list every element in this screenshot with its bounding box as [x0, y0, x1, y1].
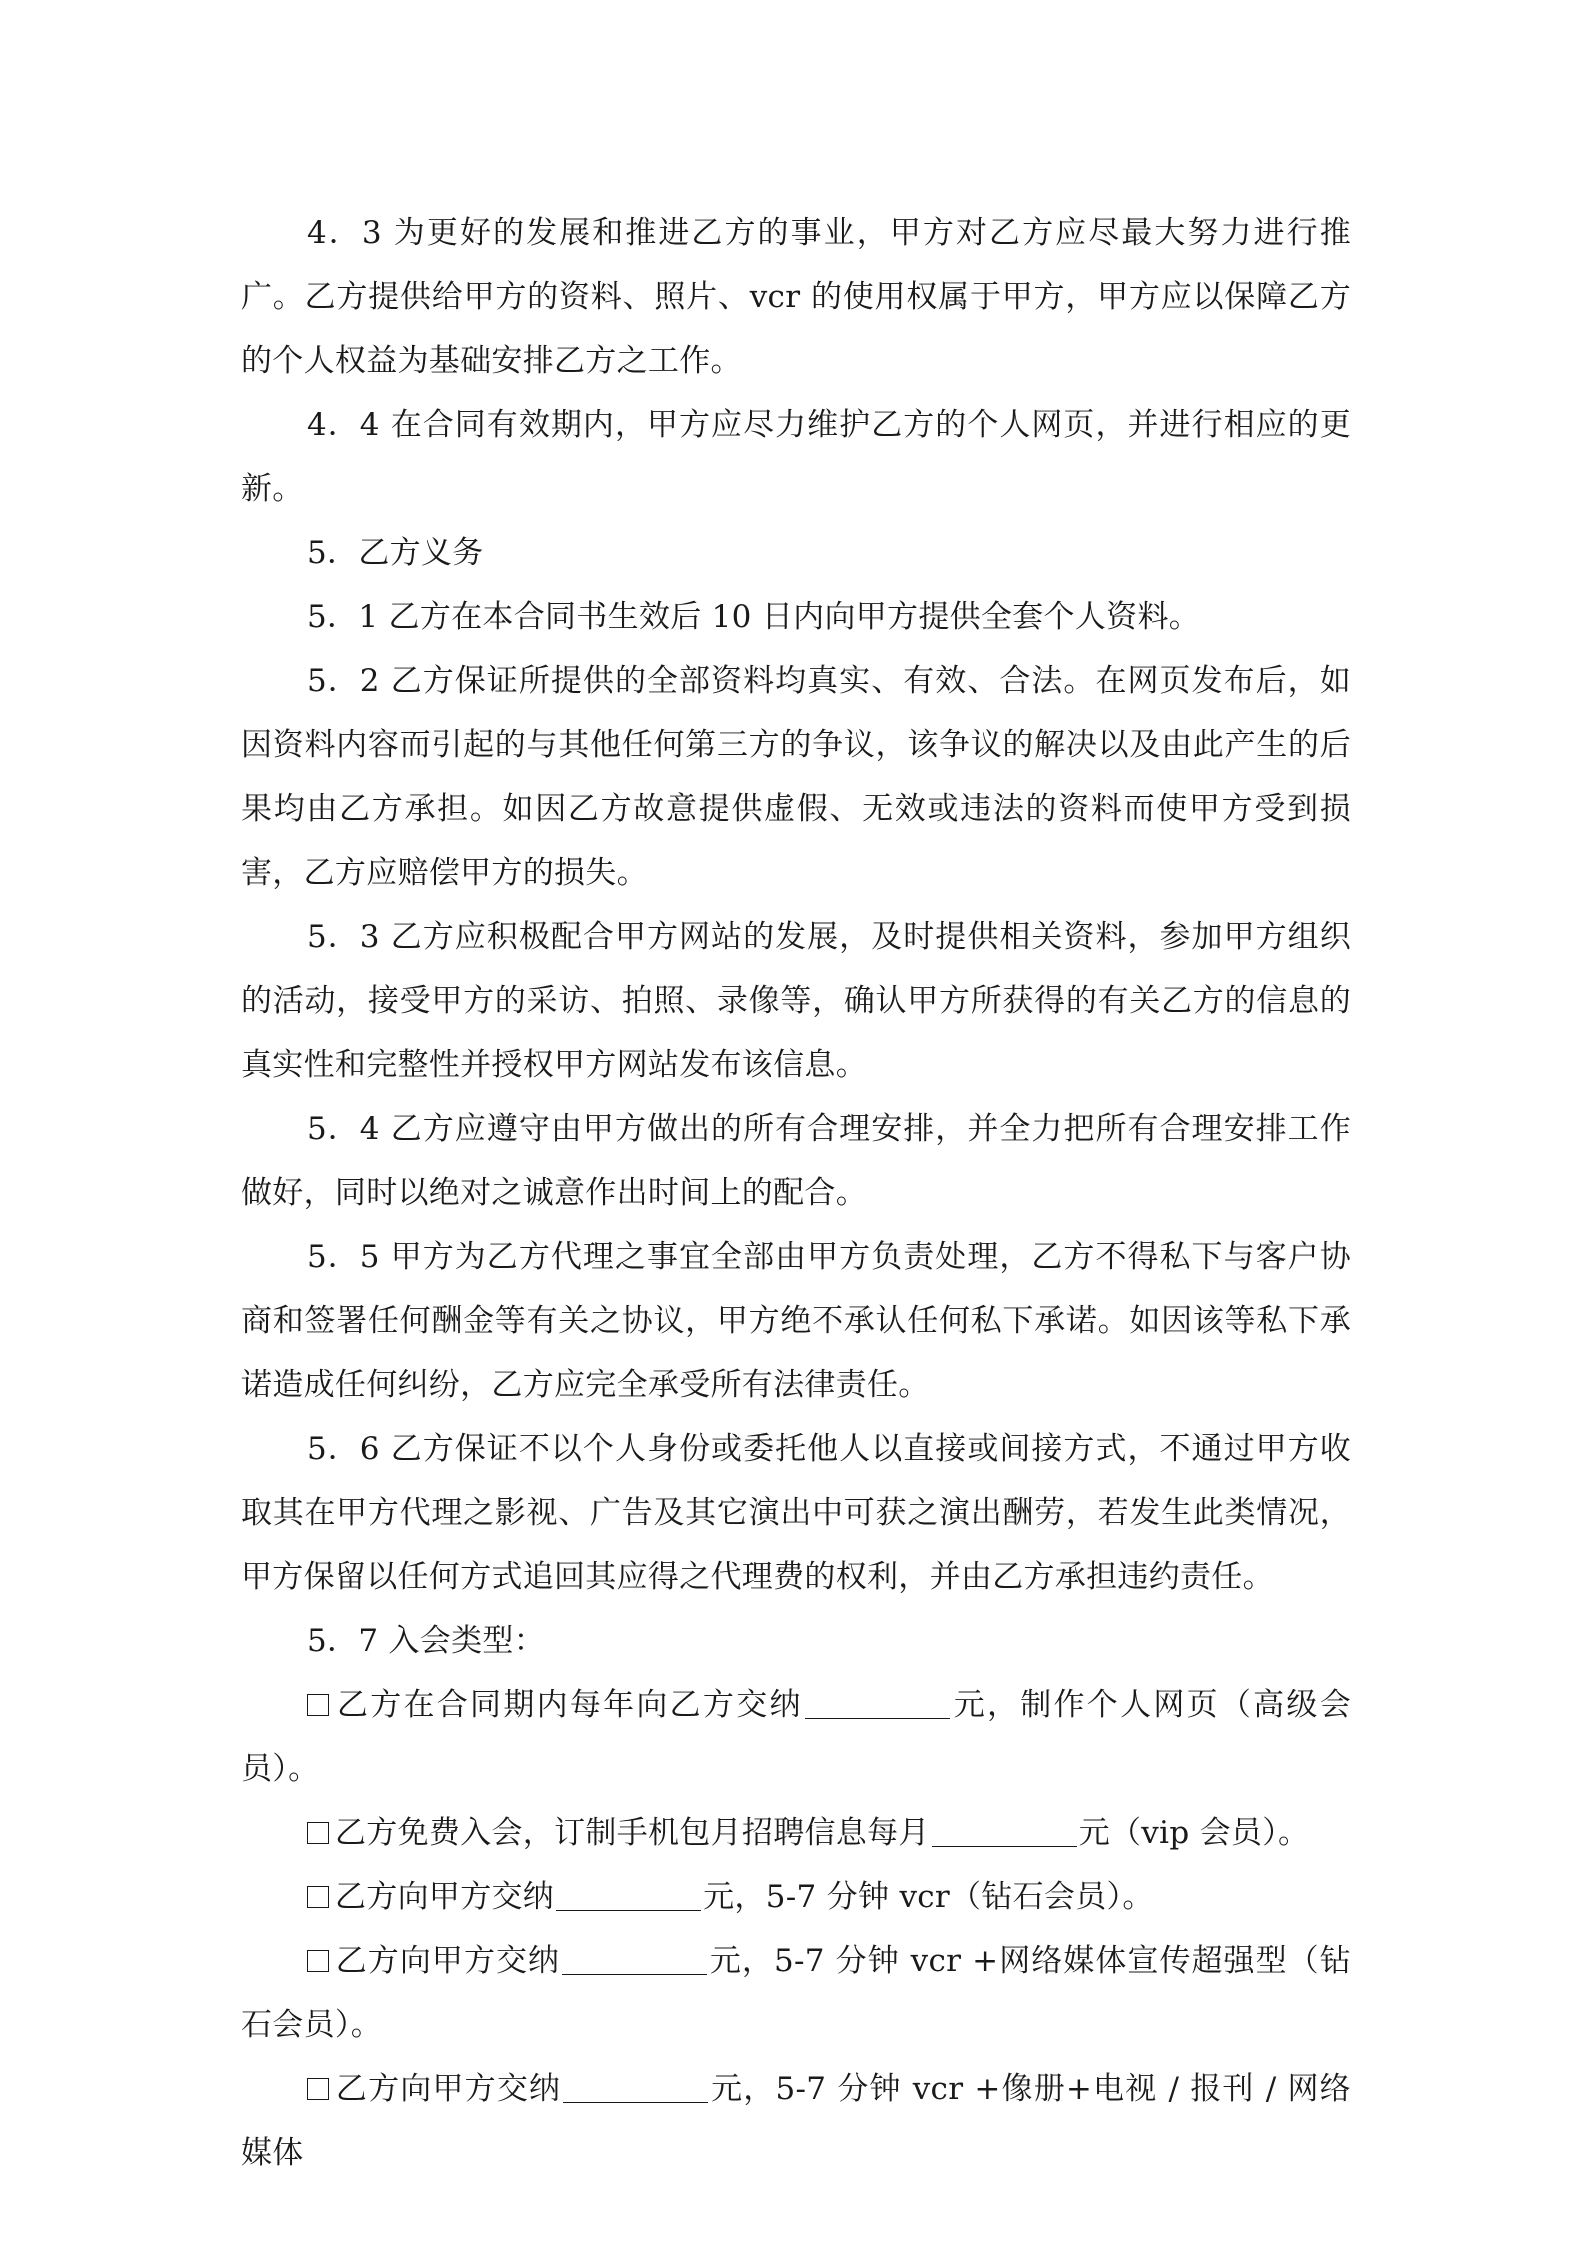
option-text-before: 乙方在合同期内每年向乙方交纳: [335, 1687, 803, 1723]
option-text-after: 元，制作个人网页（高级会员）。: [241, 1687, 1351, 1787]
checkbox-icon[interactable]: [307, 1822, 329, 1844]
option-text-after: 元，5-7 分钟 vcr（钻石会员）。: [703, 1879, 1154, 1915]
option-text-after: 元，5-7 分钟 vcr +像册+电视 / 报刊 / 网络媒体: [241, 2071, 1351, 2171]
amount-blank[interactable]: [556, 1880, 701, 1911]
option-text-before: 乙方向甲方交纳: [335, 2071, 562, 2107]
option-text-before: 乙方免费入会，订制手机包月招聘信息每月: [335, 1815, 930, 1851]
contract-body: [241, 201, 1351, 2185]
clause-5-5: 5．5 甲方为乙方代理之事宜全部由甲方负责处理，乙方不得私下与客户协商和签署任何酬金等有关之协议，甲方绝不承认任何私下承诺。如因该等私下承诺造成任何纠纷，乙方应完全承受所有法律责任。: [241, 1239, 1351, 1403]
membership-option-2: [241, 1801, 1351, 1865]
clause-4-4: 4．4 在合同有效期内，甲方应尽力维护乙方的个人网页，并进行相应的更新。: [241, 407, 1351, 507]
clause-5-1: 5．1 乙方在本合同书生效后 10 日内向甲方提供全套个人资料。: [307, 599, 1201, 635]
clause-5-4: 5．4 乙方应遵守由甲方做出的所有合理安排，并全力把所有合理安排工作做好，同时以绝对之诚意作出时间上的配合。: [241, 1111, 1351, 1211]
membership-option-1: [241, 1673, 1351, 1801]
membership-option-5: [241, 2057, 1351, 2185]
amount-blank[interactable]: [562, 1944, 707, 1975]
option-text-before: 乙方向甲方交纳: [335, 1879, 555, 1915]
clause-5-7: 5．7 入会类型：: [307, 1623, 545, 1659]
amount-blank[interactable]: [805, 1688, 950, 1719]
option-text-before: 乙方向甲方交纳: [335, 1943, 561, 1979]
clause-5-3: 5．3 乙方应积极配合甲方网站的发展，及时提供相关资料，参加甲方组织的活动，接受甲方的采访、拍照、录像等，确认甲方所获得的有关乙方的信息的真实性和完整性并授权甲方网站发布该信息。: [241, 919, 1351, 1083]
checkbox-icon[interactable]: [307, 2078, 329, 2100]
checkbox-icon[interactable]: [307, 1950, 329, 1972]
checkbox-icon[interactable]: [307, 1694, 329, 1716]
clause-4-3: 4．3 为更好的发展和推进乙方的事业，甲方对乙方应尽最大努力进行推广。乙方提供给甲方的资料、照片、vcr 的使用权属于甲方，甲方应以保障乙方的个人权益为基础安排乙方之工作。: [241, 215, 1351, 379]
clause-5-2: 5．2 乙方保证所提供的全部资料均真实、有效、合法。在网页发布后，如因资料内容而引起的与其他任何第三方的争议，该争议的解决以及由此产生的后果均由乙方承担。如因乙方故意提供虚假、无效或违法的资料而使甲方受到损害，乙方应赔偿甲方的损失。: [241, 663, 1351, 891]
option-text-after: 元，5-7 分钟 vcr +网络媒体宣传超强型（钻石会员）。: [241, 1943, 1351, 2043]
amount-blank[interactable]: [563, 2072, 708, 2103]
membership-option-4: [241, 1929, 1351, 2057]
amount-blank[interactable]: [932, 1816, 1077, 1847]
option-text-after: 元（vip 会员）。: [1078, 1815, 1310, 1851]
section-heading-5: 5．乙方义务: [307, 535, 484, 571]
membership-option-3: [241, 1865, 1351, 1929]
checkbox-icon[interactable]: [307, 1886, 329, 1908]
clause-5-6: 5．6 乙方保证不以个人身份或委托他人以直接或间接方式，不通过甲方收取其在甲方代理之影视、广告及其它演出中可获之演出酬劳，若发生此类情况，甲方保留以任何方式追回其应得之代理费的权利，并由乙方承担违约责任。: [241, 1431, 1351, 1595]
